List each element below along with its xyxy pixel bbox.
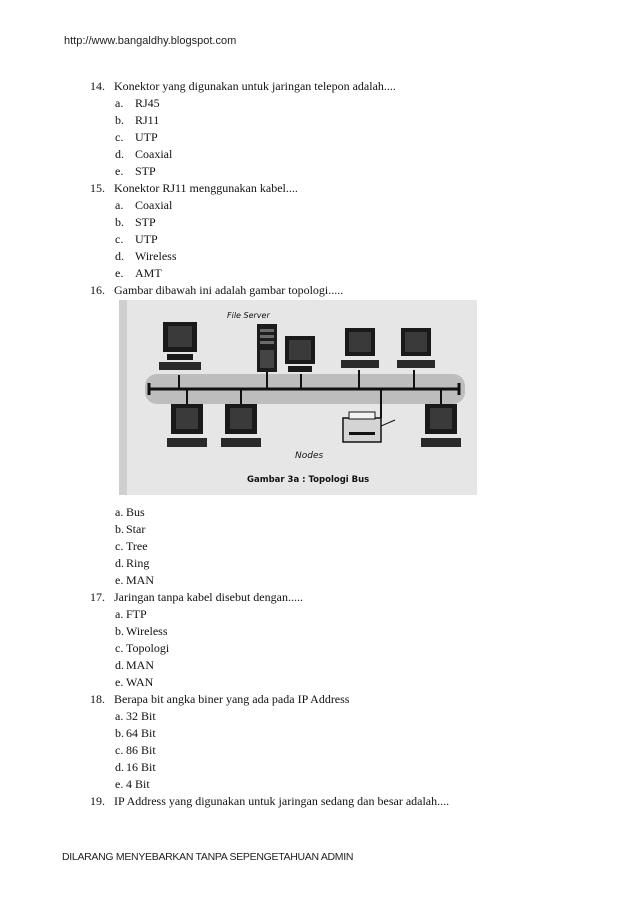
file-server-label: File Server [227,311,270,320]
computer-icon [285,336,315,372]
computer-icon [341,328,379,368]
option: c. Tree [115,539,148,553]
page-footer: DILARANG MENYEBARKAN TANPA SEPENGETAHUAN ADMIN [62,851,354,863]
question-text: Gambar dibawah ini adalah gambar topologi..... [114,283,344,297]
option: a. FTP [115,607,147,621]
question-text: Konektor RJ11 menggunakan kabel.... [114,181,298,195]
computer-icon [159,322,201,370]
question-number: 16. [90,283,105,297]
computer-icon [167,404,207,447]
question-text: Konektor yang digunakan untuk jaringan telepon adalah.... [114,79,396,93]
question-19 [90,794,449,809]
bus-topology-diagram [119,300,477,495]
option: a. Coaxial [115,198,173,212]
scan-edge [119,300,127,495]
option: d. Ring [115,556,150,570]
question-17 [90,590,303,605]
option: d. Coaxial [115,147,173,161]
option: d. Wireless [115,249,177,263]
option: c. Topologi [115,641,170,655]
option: b. Star [115,522,146,536]
option: b. 64 Bit [115,726,156,740]
option: d. 16 Bit [115,760,156,774]
option: e. AMT [115,266,162,280]
option: c. UTP [115,130,158,144]
computer-icon [221,404,261,447]
option: e. WAN [115,675,154,689]
option: b. Wireless [115,624,168,638]
question-14 [90,79,396,94]
question-text: Berapa bit angka biner yang ada pada IP Address [114,692,350,706]
figure-caption: Gambar 3a : Topologi Bus [247,475,370,485]
server-icon [257,324,277,372]
question-text: IP Address yang digunakan untuk jaringan sedang dan besar adalah.... [114,794,450,808]
question-18 [90,692,349,707]
nodes-label: Nodes [295,451,324,461]
bus-topology-figure [119,300,477,495]
option: b. STP [115,215,156,229]
option: a. Bus [115,505,145,519]
question-15 [90,181,298,196]
option: e. MAN [115,573,155,587]
option: e. STP [115,164,156,178]
option: d. MAN [115,658,155,672]
question-number: 14. [90,79,105,93]
option: c. UTP [115,232,158,246]
question-number: 19. [90,794,105,808]
question-16 [90,283,343,298]
question-number: 18. [90,692,105,706]
option: a. 32 Bit [115,709,156,723]
option: b. RJ11 [115,113,160,127]
option: a. RJ45 [115,96,160,110]
question-number: 15. [90,181,105,195]
question-number: 17. [90,590,105,604]
question-text: Jaringan tanpa kabel disebut dengan..... [114,590,303,604]
option: c. 86 Bit [115,743,156,757]
computer-icon [421,404,461,447]
option: e. 4 Bit [115,777,150,791]
page-header-url: http://www.bangaldhy.blogspot.com [64,35,237,47]
computer-icon [397,328,435,368]
